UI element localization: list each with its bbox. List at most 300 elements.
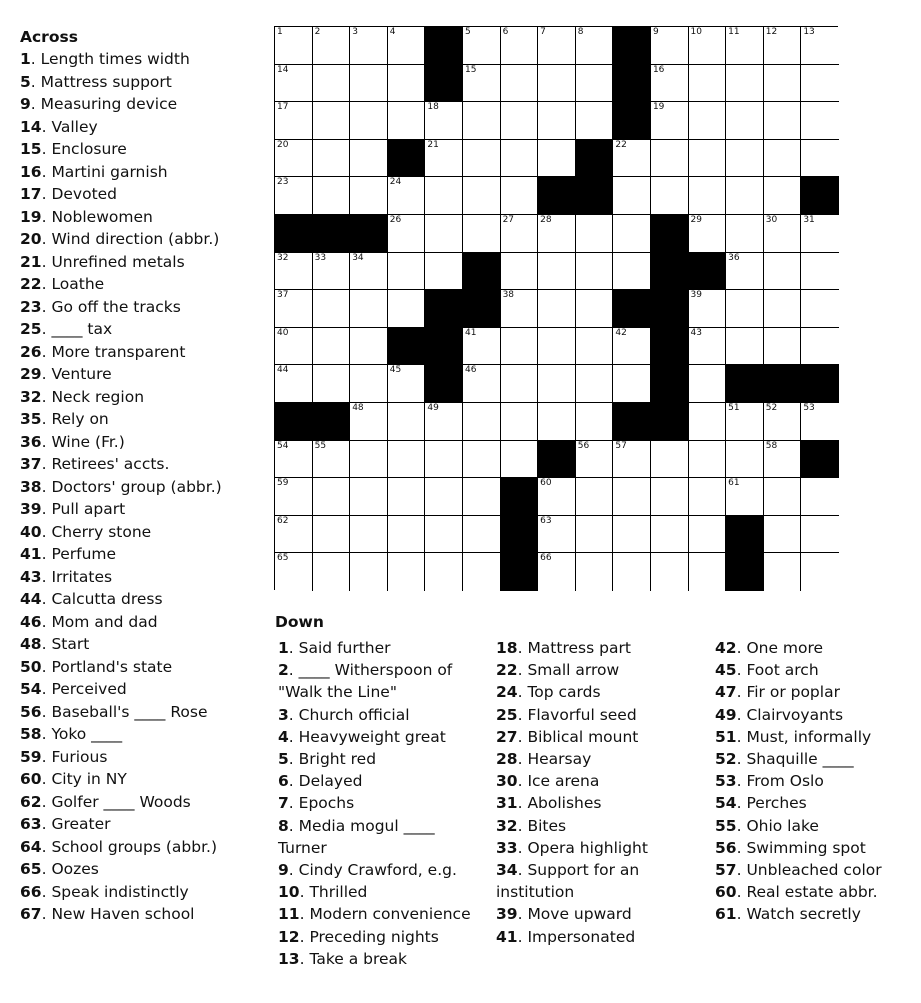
grid-cell[interactable] bbox=[463, 403, 501, 441]
cell-number: 34 bbox=[352, 252, 364, 263]
grid-cell[interactable] bbox=[388, 177, 426, 215]
cell-number: 38 bbox=[502, 290, 515, 301]
cell-number: 46 bbox=[464, 365, 477, 376]
down-clue-31: 31. Abolishes bbox=[496, 794, 602, 813]
grid-cell[interactable] bbox=[613, 441, 651, 479]
grid-cell[interactable] bbox=[275, 253, 313, 291]
clue-number: 45 bbox=[715, 661, 737, 680]
clue-text: Mattress support bbox=[40, 72, 172, 91]
across-clue-64: 64. School groups (abbr.) bbox=[20, 837, 217, 856]
clue-number: 66 bbox=[20, 882, 42, 901]
grid-cell[interactable] bbox=[726, 290, 764, 328]
grid-cell[interactable] bbox=[350, 441, 388, 479]
clue-number: 22 bbox=[20, 275, 42, 293]
grid-cell[interactable] bbox=[275, 478, 313, 516]
clue-number: 50 bbox=[20, 657, 42, 676]
grid-cell[interactable] bbox=[275, 365, 313, 403]
grid-cell[interactable] bbox=[538, 253, 576, 291]
grid-cell[interactable] bbox=[801, 27, 839, 65]
black-square bbox=[613, 27, 651, 65]
clue-number: 13 bbox=[278, 949, 300, 968]
grid-cell[interactable] bbox=[613, 365, 651, 403]
clue-number: 65 bbox=[20, 860, 42, 878]
grid-cell[interactable] bbox=[576, 290, 614, 328]
grid-cell[interactable] bbox=[275, 516, 313, 554]
clue-text: Church official bbox=[298, 705, 410, 724]
grid-cell[interactable] bbox=[425, 553, 463, 591]
grid-cell[interactable] bbox=[463, 65, 501, 103]
clue-text: Valley bbox=[51, 117, 98, 136]
clue-number: 5 bbox=[278, 750, 289, 769]
grid-cell[interactable] bbox=[651, 140, 689, 178]
clue-number: 63 bbox=[20, 815, 42, 833]
grid-cell[interactable] bbox=[350, 403, 388, 441]
across-clues bbox=[20, 48, 270, 926]
grid-cell[interactable] bbox=[651, 441, 689, 479]
grid-cell[interactable] bbox=[576, 403, 614, 441]
grid-cell[interactable] bbox=[689, 65, 727, 103]
grid-cell[interactable] bbox=[801, 553, 839, 591]
grid-cell[interactable] bbox=[425, 478, 463, 516]
black-square bbox=[313, 215, 351, 253]
cell-number: 54 bbox=[277, 440, 289, 451]
grid-cell[interactable] bbox=[350, 328, 388, 366]
grid-cell[interactable] bbox=[689, 365, 727, 403]
grid-cell[interactable] bbox=[501, 27, 539, 65]
across-clue-46: 46. Mom and dad bbox=[20, 612, 158, 631]
grid-cell[interactable] bbox=[613, 177, 651, 215]
grid-cell[interactable] bbox=[764, 140, 802, 178]
grid-cell[interactable] bbox=[576, 365, 614, 403]
cell-number: 4 bbox=[389, 27, 396, 37]
grid-cell[interactable] bbox=[388, 102, 426, 140]
clue-number: 30 bbox=[496, 772, 518, 791]
grid-cell[interactable] bbox=[764, 102, 802, 140]
grid-cell[interactable] bbox=[689, 27, 727, 65]
grid-cell[interactable] bbox=[651, 27, 689, 65]
clue-number: 32 bbox=[496, 816, 518, 835]
grid-cell[interactable] bbox=[538, 516, 576, 554]
black-square bbox=[651, 328, 689, 366]
grid-cell[interactable] bbox=[463, 102, 501, 140]
grid-cell[interactable] bbox=[425, 253, 463, 291]
down-clue-4: 4. Heavyweight great bbox=[278, 727, 446, 746]
grid-cell[interactable] bbox=[764, 27, 802, 65]
clue-number: 56 bbox=[20, 702, 42, 721]
clue-text: Cherry stone bbox=[51, 522, 152, 541]
grid-cell[interactable] bbox=[576, 441, 614, 479]
grid-cell[interactable] bbox=[726, 65, 764, 103]
grid-cell[interactable] bbox=[689, 215, 727, 253]
grid-cell[interactable] bbox=[313, 478, 351, 516]
cell-number: 11 bbox=[728, 27, 740, 37]
grid-cell[interactable] bbox=[463, 478, 501, 516]
grid-cell[interactable] bbox=[275, 177, 313, 215]
cell-number: 12 bbox=[765, 27, 778, 37]
black-square bbox=[613, 403, 651, 441]
grid-cell[interactable] bbox=[613, 553, 651, 591]
clue-text: Epochs bbox=[298, 794, 355, 813]
grid-cell[interactable] bbox=[388, 290, 426, 328]
clue-text: School groups (abbr.) bbox=[51, 837, 217, 856]
clue-text: Ice arena bbox=[527, 772, 600, 791]
grid-cell[interactable] bbox=[388, 365, 426, 403]
grid-cell[interactable] bbox=[463, 27, 501, 65]
clue-text: Must, informally bbox=[746, 727, 872, 746]
down-clue-30: 30. Ice arena bbox=[496, 772, 600, 791]
grid-cell[interactable] bbox=[425, 215, 463, 253]
across-clue-16: 16. Martini garnish bbox=[20, 162, 168, 181]
clue-text: Clairvoyants bbox=[746, 705, 844, 724]
grid-cell[interactable] bbox=[501, 215, 539, 253]
grid-cell[interactable] bbox=[689, 516, 727, 554]
clue-number: 61 bbox=[715, 905, 737, 924]
down-clue-column-3 bbox=[715, 637, 915, 926]
grid-cell[interactable] bbox=[689, 328, 727, 366]
grid-cell[interactable] bbox=[726, 478, 764, 516]
grid-cell[interactable] bbox=[576, 27, 614, 65]
clue-number: 21 bbox=[20, 252, 42, 271]
grid-cell[interactable] bbox=[801, 290, 839, 328]
grid-cell[interactable] bbox=[425, 140, 463, 178]
black-square bbox=[275, 403, 313, 441]
grid-cell[interactable] bbox=[501, 403, 539, 441]
grid-cell[interactable] bbox=[538, 553, 576, 591]
grid-cell[interactable] bbox=[764, 215, 802, 253]
grid-cell[interactable] bbox=[651, 177, 689, 215]
grid-cell[interactable] bbox=[501, 177, 539, 215]
grid-cell[interactable] bbox=[576, 478, 614, 516]
clue-text: Ohio lake bbox=[746, 816, 819, 835]
clue-number: 56 bbox=[715, 838, 737, 857]
grid-cell[interactable] bbox=[388, 215, 426, 253]
grid-cell[interactable] bbox=[651, 102, 689, 140]
grid-cell[interactable] bbox=[726, 253, 764, 291]
grid-cell[interactable] bbox=[501, 441, 539, 479]
clue-text: Go off the tracks bbox=[51, 297, 181, 316]
grid-cell[interactable] bbox=[613, 328, 651, 366]
grid-cell[interactable] bbox=[651, 478, 689, 516]
grid-cell[interactable] bbox=[576, 102, 614, 140]
grid-cell[interactable] bbox=[425, 403, 463, 441]
grid-cell[interactable] bbox=[313, 140, 351, 178]
grid-cell[interactable] bbox=[726, 102, 764, 140]
grid-cell[interactable] bbox=[689, 177, 727, 215]
cell-number: 17 bbox=[277, 102, 289, 113]
grid-cell[interactable] bbox=[651, 65, 689, 103]
grid-cell[interactable] bbox=[538, 328, 576, 366]
down-clue-32: 32. Bites bbox=[496, 816, 567, 835]
grid-cell[interactable] bbox=[463, 516, 501, 554]
grid-cell[interactable] bbox=[538, 65, 576, 103]
cell-number: 45 bbox=[389, 365, 402, 376]
clue-text: Oozes bbox=[51, 860, 99, 878]
grid-cell[interactable] bbox=[501, 328, 539, 366]
clue-text: Perceived bbox=[51, 680, 127, 698]
grid-cell[interactable] bbox=[576, 65, 614, 103]
clue-number: 67 bbox=[20, 905, 42, 923]
grid-cell[interactable] bbox=[726, 328, 764, 366]
grid-cell[interactable] bbox=[463, 365, 501, 403]
grid-cell[interactable] bbox=[764, 328, 802, 366]
down-clue-1: 1. Said further bbox=[278, 639, 391, 657]
grid-cell[interactable] bbox=[275, 102, 313, 140]
grid-cell[interactable] bbox=[764, 516, 802, 554]
grid-cell[interactable] bbox=[463, 140, 501, 178]
clue-number: 60 bbox=[715, 883, 737, 902]
grid-cell[interactable] bbox=[651, 553, 689, 591]
grid-cell[interactable] bbox=[350, 553, 388, 591]
grid-cell[interactable] bbox=[576, 253, 614, 291]
grid-cell[interactable] bbox=[689, 441, 727, 479]
black-square bbox=[651, 215, 689, 253]
across-clue-54: 54. Perceived bbox=[20, 680, 127, 698]
grid-cell[interactable] bbox=[538, 403, 576, 441]
grid-cell[interactable] bbox=[538, 215, 576, 253]
grid-cell[interactable] bbox=[350, 177, 388, 215]
grid-cell[interactable] bbox=[425, 441, 463, 479]
grid-cell[interactable] bbox=[313, 516, 351, 554]
grid-cell[interactable] bbox=[651, 516, 689, 554]
grid-cell[interactable] bbox=[764, 478, 802, 516]
grid-cell[interactable] bbox=[764, 403, 802, 441]
grid-cell[interactable] bbox=[388, 478, 426, 516]
clue-text: Calcutta dress bbox=[51, 590, 163, 608]
across-clue-32: 32. Neck region bbox=[20, 387, 145, 406]
grid-cell[interactable] bbox=[313, 553, 351, 591]
clue-number: 7 bbox=[278, 794, 289, 813]
grid-cell[interactable] bbox=[275, 441, 313, 479]
grid-cell[interactable] bbox=[425, 177, 463, 215]
cell-number: 15 bbox=[464, 64, 477, 75]
grid-cell[interactable] bbox=[726, 27, 764, 65]
clue-text: Pull apart bbox=[51, 500, 126, 518]
grid-cell[interactable] bbox=[613, 516, 651, 554]
cell-number: 32 bbox=[277, 252, 289, 263]
grid-cell[interactable] bbox=[275, 553, 313, 591]
down-clue-55: 55. Ohio lake bbox=[715, 816, 819, 835]
grid-cell[interactable] bbox=[350, 27, 388, 65]
grid-cell[interactable] bbox=[501, 290, 539, 328]
across-clue-48: 48. Start bbox=[20, 635, 90, 653]
grid-cell[interactable] bbox=[313, 27, 351, 65]
black-square bbox=[501, 478, 539, 516]
cell-number: 49 bbox=[427, 402, 439, 413]
grid-cell[interactable] bbox=[388, 403, 426, 441]
grid-cell[interactable] bbox=[538, 102, 576, 140]
grid-cell[interactable] bbox=[613, 478, 651, 516]
grid-cell[interactable] bbox=[501, 140, 539, 178]
grid-cell[interactable] bbox=[388, 65, 426, 103]
grid-cell[interactable] bbox=[313, 177, 351, 215]
across-clue-56: 56. Baseball's ____ Rose bbox=[20, 702, 208, 721]
grid-cell[interactable] bbox=[501, 65, 539, 103]
grid-cell[interactable] bbox=[726, 403, 764, 441]
clue-text: Flavorful seed bbox=[527, 705, 637, 724]
grid-cell[interactable] bbox=[764, 290, 802, 328]
grid-cell[interactable] bbox=[350, 290, 388, 328]
black-square bbox=[801, 441, 839, 479]
grid-cell[interactable] bbox=[275, 140, 313, 178]
grid-cell[interactable] bbox=[388, 553, 426, 591]
grid-cell[interactable] bbox=[425, 102, 463, 140]
grid-cell[interactable] bbox=[388, 253, 426, 291]
clue-number: 20 bbox=[20, 230, 42, 248]
grid-cell[interactable] bbox=[689, 403, 727, 441]
grid-cell[interactable] bbox=[463, 177, 501, 215]
black-square bbox=[613, 102, 651, 140]
grid-cell[interactable] bbox=[538, 27, 576, 65]
grid-cell[interactable] bbox=[764, 65, 802, 103]
clue-number: 32 bbox=[20, 387, 42, 406]
grid-cell[interactable] bbox=[689, 553, 727, 591]
across-heading: Across bbox=[20, 28, 78, 46]
grid-cell[interactable] bbox=[313, 102, 351, 140]
grid-cell[interactable] bbox=[538, 365, 576, 403]
grid-cell[interactable] bbox=[350, 253, 388, 291]
clue-number: 35 bbox=[20, 410, 42, 428]
grid-cell[interactable] bbox=[463, 328, 501, 366]
clue-number: 39 bbox=[496, 905, 518, 924]
grid-cell[interactable] bbox=[313, 253, 351, 291]
grid-cell[interactable] bbox=[313, 365, 351, 403]
clue-text: Hearsay bbox=[527, 750, 592, 769]
clue-number: 3 bbox=[278, 705, 289, 724]
clue-text: Wind direction (abbr.) bbox=[51, 230, 220, 248]
crossword-grid bbox=[274, 26, 838, 590]
grid-cell[interactable] bbox=[576, 328, 614, 366]
clue-text: Foot arch bbox=[746, 661, 819, 680]
clue-text: Unbleached color bbox=[746, 861, 882, 880]
grid-cell[interactable] bbox=[801, 140, 839, 178]
across-clue-39: 39. Pull apart bbox=[20, 500, 126, 518]
grid-cell[interactable] bbox=[801, 328, 839, 366]
cell-number: 20 bbox=[277, 139, 289, 150]
down-clue-39: 39. Move upward bbox=[496, 905, 632, 924]
grid-cell[interactable] bbox=[275, 65, 313, 103]
grid-cell[interactable] bbox=[313, 65, 351, 103]
clue-text: Abolishes bbox=[527, 794, 602, 813]
down-clue-47: 47. Fir or poplar bbox=[715, 683, 840, 702]
grid-cell[interactable] bbox=[689, 102, 727, 140]
grid-cell[interactable] bbox=[313, 441, 351, 479]
grid-cell[interactable] bbox=[801, 516, 839, 554]
across-clue-1: 1. Length times width bbox=[20, 50, 190, 68]
grid-cell[interactable] bbox=[425, 516, 463, 554]
grid-cell[interactable] bbox=[350, 516, 388, 554]
down-clue-33: 33. Opera highlight bbox=[496, 838, 648, 857]
down-clue-53: 53. From Oslo bbox=[715, 772, 824, 791]
grid-cell[interactable] bbox=[764, 177, 802, 215]
clue-text: Heavyweight great bbox=[298, 727, 446, 746]
grid-cell[interactable] bbox=[613, 253, 651, 291]
clue-text: Mom and dad bbox=[51, 612, 158, 631]
clue-number: 19 bbox=[20, 207, 42, 226]
grid-cell[interactable] bbox=[689, 478, 727, 516]
clue-number: 10 bbox=[278, 883, 300, 902]
grid-cell[interactable] bbox=[538, 290, 576, 328]
grid-cell[interactable] bbox=[501, 365, 539, 403]
grid-cell[interactable] bbox=[463, 441, 501, 479]
grid-cell[interactable] bbox=[501, 102, 539, 140]
grid-cell[interactable] bbox=[801, 65, 839, 103]
clue-number: 40 bbox=[20, 522, 42, 541]
grid-cell[interactable] bbox=[726, 177, 764, 215]
grid-cell[interactable] bbox=[538, 478, 576, 516]
grid-cell[interactable] bbox=[689, 290, 727, 328]
grid-cell[interactable] bbox=[613, 215, 651, 253]
grid-cell[interactable] bbox=[726, 140, 764, 178]
clue-text: Perches bbox=[746, 794, 807, 813]
grid-cell[interactable] bbox=[463, 553, 501, 591]
black-square bbox=[388, 328, 426, 366]
grid-cell[interactable] bbox=[801, 478, 839, 516]
down-clue-12: 12. Preceding nights bbox=[278, 927, 439, 946]
grid-cell[interactable] bbox=[350, 102, 388, 140]
clue-number: 5 bbox=[20, 72, 31, 91]
across-clue-59: 59. Furious bbox=[20, 747, 108, 766]
grid-cell[interactable] bbox=[726, 441, 764, 479]
grid-cell[interactable] bbox=[801, 215, 839, 253]
grid-cell[interactable] bbox=[576, 553, 614, 591]
clue-number: 39 bbox=[20, 500, 42, 518]
grid-cell[interactable] bbox=[388, 27, 426, 65]
grid-cell[interactable] bbox=[275, 328, 313, 366]
grid-cell[interactable] bbox=[538, 140, 576, 178]
grid-cell[interactable] bbox=[613, 140, 651, 178]
grid-cell[interactable] bbox=[350, 65, 388, 103]
grid-cell[interactable] bbox=[801, 403, 839, 441]
grid-cell[interactable] bbox=[764, 553, 802, 591]
down-clue-25: 25. Flavorful seed bbox=[496, 705, 637, 724]
grid-cell[interactable] bbox=[801, 253, 839, 291]
down-clue-28: 28. Hearsay bbox=[496, 750, 592, 769]
grid-cell[interactable] bbox=[764, 253, 802, 291]
grid-cell[interactable] bbox=[801, 102, 839, 140]
grid-cell[interactable] bbox=[275, 290, 313, 328]
grid-cell[interactable] bbox=[689, 140, 727, 178]
clue-text: Venture bbox=[51, 365, 112, 383]
cell-number: 27 bbox=[502, 214, 515, 225]
grid-cell[interactable] bbox=[350, 365, 388, 403]
grid-cell[interactable] bbox=[275, 27, 313, 65]
clue-text: Biblical mount bbox=[527, 727, 639, 746]
clue-number: 41 bbox=[496, 927, 518, 946]
clue-number: 49 bbox=[715, 705, 737, 724]
grid-cell[interactable] bbox=[313, 290, 351, 328]
grid-cell[interactable] bbox=[388, 441, 426, 479]
grid-cell[interactable] bbox=[726, 215, 764, 253]
grid-cell[interactable] bbox=[764, 441, 802, 479]
black-square bbox=[651, 365, 689, 403]
grid-cell[interactable] bbox=[350, 478, 388, 516]
cell-number: 10 bbox=[690, 27, 702, 37]
grid-cell[interactable] bbox=[576, 516, 614, 554]
clue-number: 55 bbox=[715, 816, 737, 835]
grid-cell[interactable] bbox=[388, 516, 426, 554]
grid-cell[interactable] bbox=[501, 253, 539, 291]
clue-number: 1 bbox=[20, 50, 31, 68]
grid-cell[interactable] bbox=[350, 140, 388, 178]
grid-cell[interactable] bbox=[463, 215, 501, 253]
clue-text: Portland's state bbox=[51, 657, 173, 676]
clue-text: Martini garnish bbox=[51, 162, 168, 181]
grid-cell[interactable] bbox=[313, 328, 351, 366]
clue-text: Golfer ____ Woods bbox=[51, 792, 191, 811]
clue-text: Real estate abbr. bbox=[746, 883, 878, 902]
grid-cell[interactable] bbox=[576, 215, 614, 253]
clue-text: Watch secretly bbox=[746, 905, 861, 924]
